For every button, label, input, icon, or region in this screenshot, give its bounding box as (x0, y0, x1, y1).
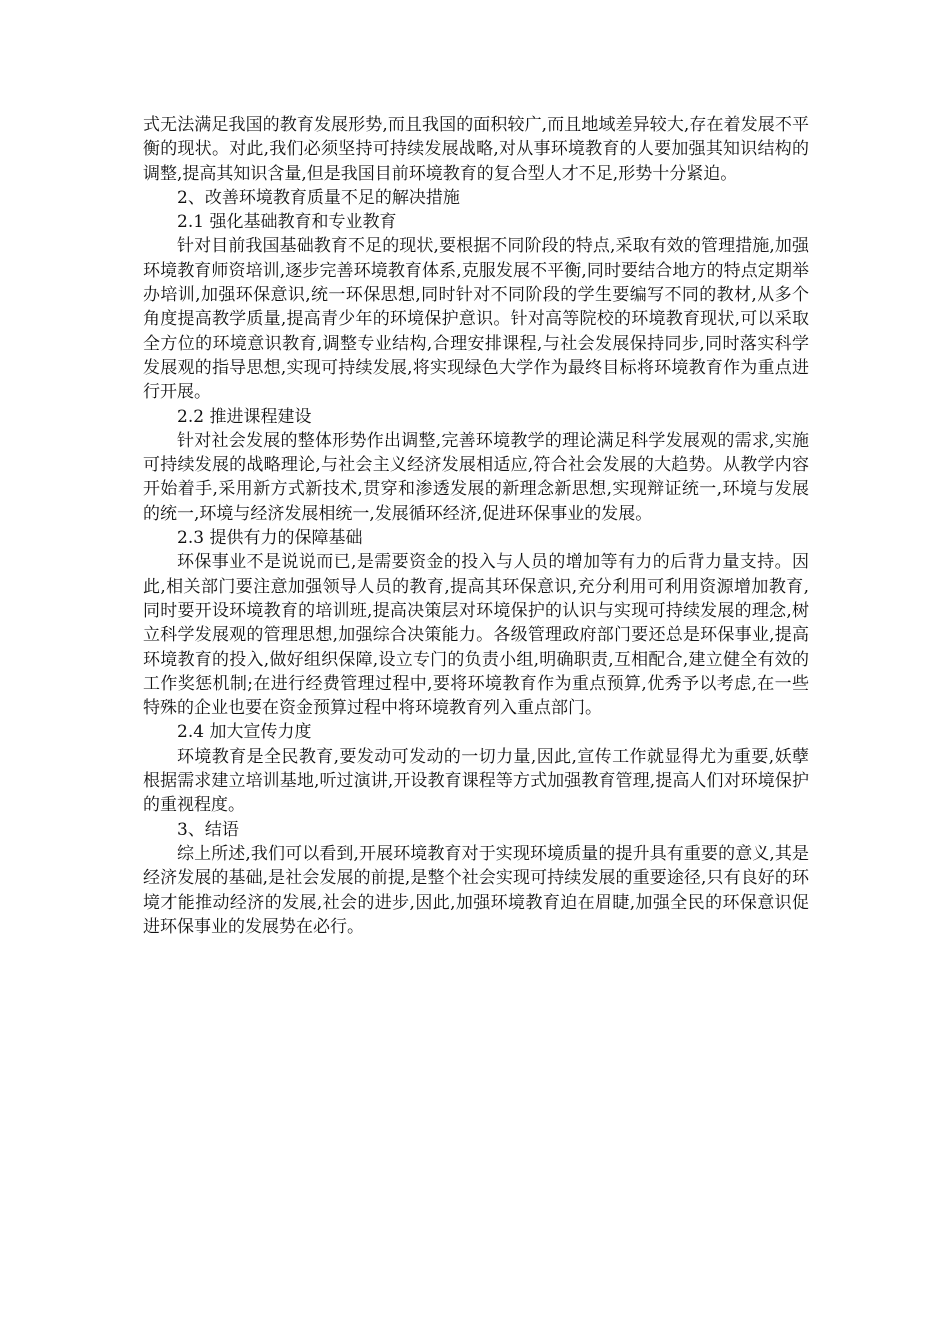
subsection-heading-2-4: 2.4 加大宣传力度 (177, 722, 312, 743)
section-heading-3: 3、结语 (177, 819, 239, 840)
section-heading-2: 2、改善环境教育质量不足的解决措施 (177, 187, 460, 208)
document-body (143, 113, 809, 939)
paragraph-publicity: 环境教育是全民教育,要发动可发动的一切力量,因此,宣传工作就显得尤为重要,妖孽根据需求建立培训基地,听过演讲,开设教育课程等方式加强教育管理,提高人们对环境保护的重视程度。 (143, 746, 809, 816)
subsection-heading-2-3: 2.3 提供有力的保障基础 (177, 528, 363, 549)
paragraph-curriculum: 针对社会发展的整体形势作出调整,完善环境教学的理论满足科学发展观的需求,实施可持续发展的战略理论,与社会主义经济发展相适应,符合社会发展的大趋势。从教学内容开始着手,采用新方式新技术,贯穿和渗透发展的新理念新思想,实现辩证统一,环境与发展的统一,环境与经济发展相统一,发展循环经济,促进环保事业的发展。 (143, 430, 809, 524)
paragraph-support: 环保事业不是说说而已,是需要资金的投入与人员的增加等有力的后背力量支持。因此,相关部门要注意加强领导人员的教育,提高其环保意识,充分利用可利用资源增加教育,同时要开设环境教育的培训班,提高决策层对环境保护的认识与实现可持续发展的理念,树立科学发展观的管理思想,加强综合决策能力。各级管理政府部门要还总是环保事业,提高环境教育的投入,做好组织保障,设立专门的负责小组,明确职责,互相配合,建立健全有效的工作奖惩机制;在进行经费管理过程中,要将环境教育作为重点预算,优秀予以考虑,在一些特殊的企业也要在资金预算过程中将环境教育列入重点部门。 (143, 552, 809, 719)
paragraph-conclusion: 综上所述,我们可以看到,开展环境教育对于实现环境质量的提升具有重要的意义,其是经济发展的基础,是社会发展的前提,是整个社会实现可持续发展的重要途径,只有良好的环境才能推动经济的发展,社会的进步,因此,加强环境教育迫在眉睫,加强全民的环保意识促进环保事业的发展势在必行。 (143, 843, 809, 937)
subsection-heading-2-1: 2.1 强化基础教育和专业教育 (177, 212, 397, 233)
paragraph-basic-education: 针对目前我国基础教育不足的现状,要根据不同阶段的特点,采取有效的管理措施,加强环境教育师资培训,逐步完善环境教育体系,克服发展不平衡,同时要结合地方的特点定期举办培训,加强环保意识,统一环保思想,同时针对不同阶段的学生要编写不同的教材,从多个角度提高教学质量,提高青少年的环境保护意识。针对高等院校的环境教育现状,可以采取全方位的环境意识教育,调整专业结构,合理安排课程,与社会发展保持同步,同时落实科学发展观的指导思想,实现可持续发展,将实现绿色大学作为最终目标将环境教育作为重点进行开展。 (143, 236, 809, 403)
paragraph-continuation: 式无法满足我国的教育发展形势,而且我国的面积较广,而且地域差异较大,存在着发展不平衡的现状。对此,我们必须坚持可持续发展战略,对从事环境教育的人要加强其知识结构的调整,提高其知识含量,但是我国目前环境教育的复合型人才不足,形势十分紧迫。 (143, 115, 809, 184)
subsection-heading-2-2: 2.2 推进课程建设 (177, 406, 312, 427)
